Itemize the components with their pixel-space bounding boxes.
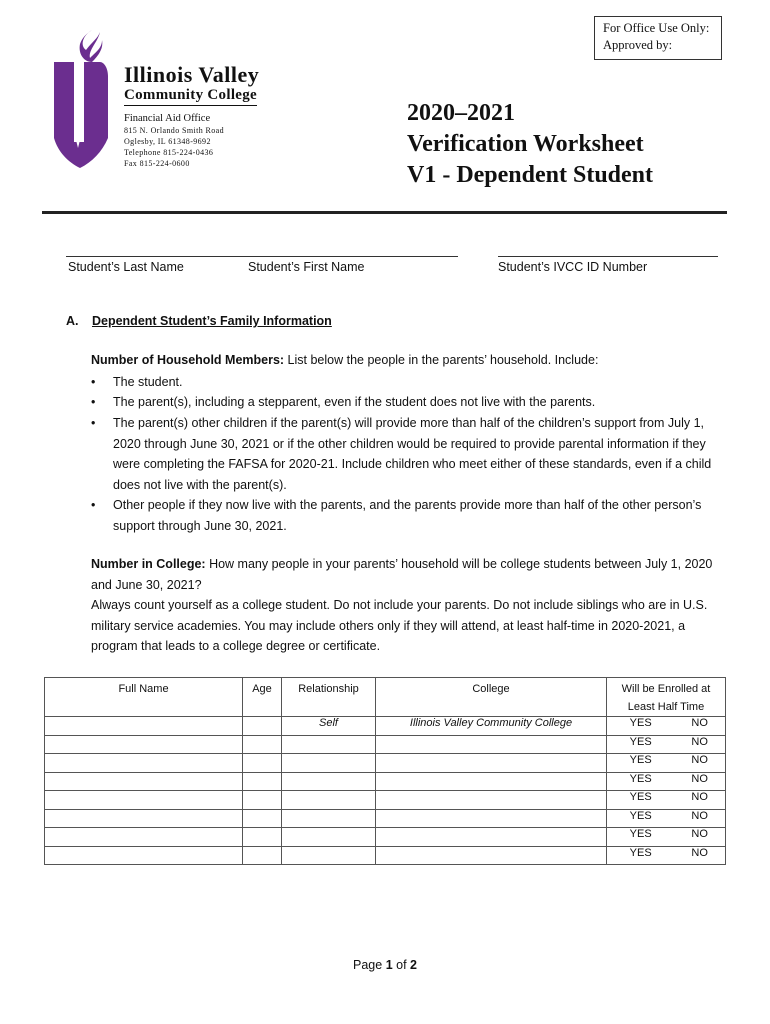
title-student-type: V1 - Dependent Student: [407, 162, 654, 188]
office-phone: Telephone 815-224-0436: [124, 148, 214, 157]
yes-option[interactable]: YES: [607, 846, 675, 865]
title-worksheet: Verification Worksheet: [407, 131, 644, 157]
college-name-line1: Illinois Valley: [124, 62, 260, 87]
college-question: How many people in your parents’ household will be college students between July 1, 2020 and June 30, 2021?: [91, 557, 713, 592]
header-age: Age: [243, 678, 282, 717]
household-intro-text: List below the people in the parents’ household. Include:: [284, 353, 599, 367]
relationship-cell[interactable]: [282, 772, 376, 791]
college-cell[interactable]: [376, 828, 607, 847]
current-page: 1: [385, 958, 393, 972]
bullet-item: Other people if they now live with the parents, and the parents provide more than half of the other person’s support through June 30, 2021.: [113, 498, 702, 533]
header-relationship: Relationship: [282, 678, 376, 717]
relationship-cell: Self: [282, 717, 376, 736]
household-label: Number of Household Members:: [91, 353, 285, 367]
no-option[interactable]: NO: [674, 754, 725, 773]
total-pages: 2: [410, 958, 417, 972]
age-cell[interactable]: [243, 772, 282, 791]
table-row: [45, 735, 726, 754]
yes-option[interactable]: YES: [607, 754, 675, 773]
college-logo-text: [124, 64, 259, 169]
yes-option[interactable]: YES: [607, 791, 675, 810]
college-cell[interactable]: [376, 846, 607, 865]
table-row: [45, 809, 726, 828]
household-table: [44, 677, 726, 865]
college-logo-icon: [52, 28, 110, 175]
header-full-name: Full Name: [45, 678, 243, 717]
table-row: [45, 717, 726, 736]
yes-option[interactable]: YES: [607, 772, 675, 791]
name-cell[interactable]: [45, 828, 243, 847]
college-label: Number in College:: [91, 557, 206, 571]
table-row: [45, 791, 726, 810]
no-option[interactable]: NO: [674, 828, 725, 847]
bullet-item: The parent(s) other children if the parent(s) will provide more than half of the children’s support from July 1, 2020 through June 30, 2021 or if the other children would be required to provide parental information if they were completing the FAFSA for 2020-21. Include children who meet either of these standards, even if a child does not live with the parent(s).: [113, 416, 712, 492]
header-divider: [42, 211, 727, 214]
approved-by-label: Approved by:: [603, 38, 673, 52]
student-id-label: Student’s IVCC ID Number: [498, 260, 648, 274]
no-option[interactable]: NO: [674, 791, 725, 810]
college-cell[interactable]: [376, 735, 607, 754]
bullet-icon: •: [91, 375, 96, 389]
yes-option[interactable]: YES: [607, 717, 675, 736]
section-a-letter: A.: [66, 314, 79, 328]
age-cell[interactable]: [243, 754, 282, 773]
name-cell[interactable]: [45, 717, 243, 736]
yes-option[interactable]: YES: [607, 809, 675, 828]
yes-option[interactable]: YES: [607, 735, 675, 754]
bullet-icon: •: [91, 416, 96, 430]
bullet-icon: •: [91, 498, 96, 512]
age-cell[interactable]: [243, 846, 282, 865]
office-use-label: For Office Use Only:: [603, 21, 710, 35]
page-of: of: [392, 958, 411, 972]
table-row: [45, 828, 726, 847]
name-cell[interactable]: [45, 809, 243, 828]
college-paragraph: [91, 554, 731, 595]
age-cell[interactable]: [243, 791, 282, 810]
office-fax: Fax 815-224-0600: [124, 159, 190, 168]
bullet-item: The parent(s), including a stepparent, even if the student does not live with the parents.: [113, 395, 596, 409]
name-cell[interactable]: [45, 754, 243, 773]
no-option[interactable]: NO: [674, 772, 725, 791]
college-cell: Illinois Valley Community College: [376, 717, 607, 736]
college-name-line2: Community College: [124, 86, 257, 106]
relationship-cell[interactable]: [282, 791, 376, 810]
table-row: [45, 772, 726, 791]
name-cell[interactable]: [45, 791, 243, 810]
header-enrolled: Will be Enrolled at Least Half Time: [607, 678, 726, 717]
college-note: Always count yourself as a college student. Do not include your parents. Do not include siblings who are in U.S. military service academies. You may include others only if they will attend, at least half-time in 2020-2021, a program that leads to a college degree or certificate.: [91, 598, 708, 653]
college-cell[interactable]: [376, 791, 607, 810]
relationship-cell[interactable]: [282, 846, 376, 865]
relationship-cell[interactable]: [282, 828, 376, 847]
relationship-cell[interactable]: [282, 735, 376, 754]
age-cell[interactable]: [243, 735, 282, 754]
relationship-cell[interactable]: [282, 754, 376, 773]
name-cell[interactable]: [45, 735, 243, 754]
student-name-line[interactable]: [66, 256, 458, 257]
bullet-item: The student.: [113, 375, 183, 389]
section-a-title: Dependent Student’s Family Information: [91, 314, 332, 328]
last-name-label: Student’s Last Name: [68, 260, 184, 274]
office-city: Oglesby, IL 61348-9692: [124, 137, 211, 146]
office-use-box: [594, 16, 722, 60]
college-cell[interactable]: [376, 809, 607, 828]
age-cell[interactable]: [243, 809, 282, 828]
table-row: [45, 754, 726, 773]
student-id-line[interactable]: [498, 256, 718, 257]
age-cell[interactable]: [243, 828, 282, 847]
relationship-cell[interactable]: [282, 809, 376, 828]
no-option[interactable]: NO: [674, 846, 725, 865]
page-title: [407, 98, 653, 191]
name-cell[interactable]: [45, 772, 243, 791]
section-a-heading: [66, 314, 332, 328]
table-row: [45, 846, 726, 865]
title-year: 2020–2021: [407, 100, 515, 126]
office-address: 815 N. Orlando Smith Road: [124, 126, 224, 135]
first-name-label: Student’s First Name: [248, 260, 365, 274]
page-number: [0, 958, 770, 972]
no-option[interactable]: NO: [674, 735, 725, 754]
yes-option[interactable]: YES: [607, 828, 675, 847]
age-cell[interactable]: [243, 717, 282, 736]
name-cell[interactable]: [45, 846, 243, 865]
household-intro: [91, 350, 731, 371]
no-option[interactable]: NO: [674, 717, 725, 736]
college-cell[interactable]: [376, 772, 607, 791]
no-option[interactable]: NO: [674, 809, 725, 828]
financial-aid-office: Financial Aid Office: [124, 113, 211, 124]
page-prefix: Page: [353, 958, 386, 972]
college-cell[interactable]: [376, 754, 607, 773]
header-college: College: [376, 678, 607, 717]
bullet-icon: •: [91, 395, 96, 409]
table-header-row: [45, 678, 726, 717]
